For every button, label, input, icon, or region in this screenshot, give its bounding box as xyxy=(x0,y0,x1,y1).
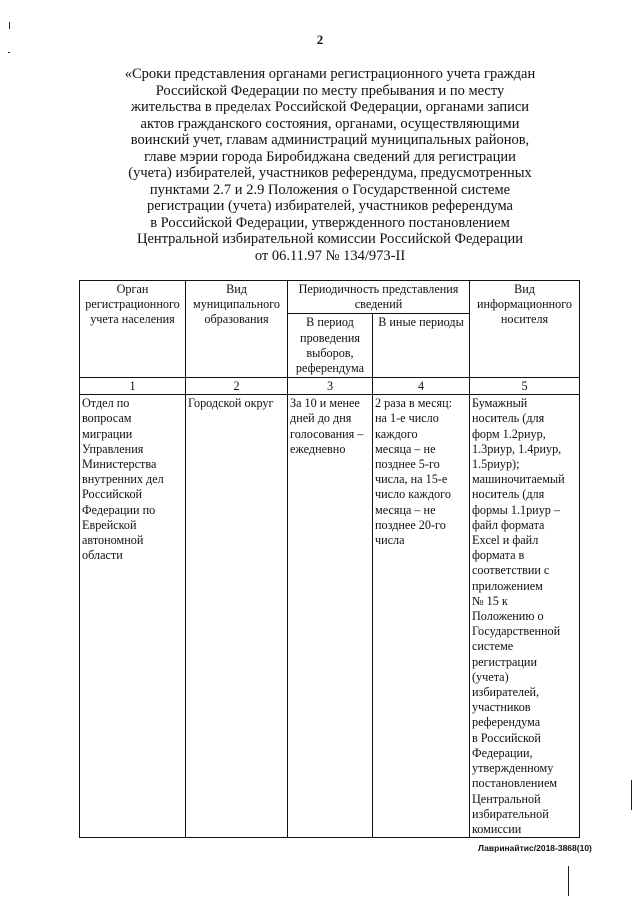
document-title xyxy=(100,66,560,264)
title-line: Центральной избирательной комиссии Российской Федерации xyxy=(137,231,523,247)
cell-line: формы 1.1риур – xyxy=(472,502,561,517)
title-line: воинский учет, главам администраций муниципальных районов, xyxy=(130,132,530,148)
cell-line: референдума xyxy=(472,715,541,730)
cell-line: № 15 к xyxy=(472,593,508,608)
cell-line: (учета) xyxy=(472,669,509,684)
cell-line: позднее 20-го xyxy=(375,517,446,532)
cell-line: утвержденному xyxy=(472,761,554,776)
cell-line: Орган xyxy=(116,282,149,296)
cell-line: 2 раза в месяц: xyxy=(375,396,453,411)
cell-line: дней до дня xyxy=(290,411,352,426)
column-number-row xyxy=(80,378,580,395)
cell-line: участников xyxy=(472,700,531,715)
cell-municipality-type xyxy=(186,395,288,838)
cell-line: избирателей, xyxy=(472,685,540,700)
cell-line: Положению о xyxy=(472,609,544,624)
schedule-table xyxy=(79,280,580,838)
cell-line: приложением xyxy=(472,578,543,593)
scan-mark xyxy=(568,866,569,896)
header-municipality-type xyxy=(186,281,288,378)
cell-line: Управления xyxy=(82,441,144,456)
page-number: 2 xyxy=(316,32,324,47)
cell-line: учета населения xyxy=(90,312,175,327)
cell-line: Центральной xyxy=(472,791,541,806)
column-number: 4 xyxy=(373,378,470,395)
title-line: главе мэрии города Биробиджана сведений для регистрации xyxy=(144,148,516,165)
cell-line: голосования – xyxy=(290,426,364,441)
cell-line: избирательной xyxy=(472,806,549,821)
cell-line: Министерства xyxy=(82,457,157,472)
cell-line: Федерации по xyxy=(82,502,156,517)
title-line: (учета) избирателей, участников референдума, предусмотренных xyxy=(128,165,532,181)
column-number: 1 xyxy=(80,378,186,395)
cell-line: в Российской xyxy=(472,730,541,745)
cell-line: Бумажный xyxy=(472,396,528,411)
title-line: Российской Федерации по месту пребывания и по месту xyxy=(155,82,505,99)
cell-other-periods xyxy=(373,395,470,838)
cell-line: числа, на 15-е xyxy=(375,472,448,487)
column-number: 5 xyxy=(470,378,580,395)
cell-line: области xyxy=(82,548,123,563)
cell-line: внутренних дел xyxy=(82,472,164,487)
cell-line: месяца – не xyxy=(375,441,436,456)
cell-line: образования xyxy=(204,312,269,327)
header-registration-body xyxy=(80,281,186,378)
cell-line: носитель (для xyxy=(472,487,545,502)
cell-line: референдума xyxy=(295,361,365,376)
cell-line: комиссии xyxy=(472,821,522,836)
title-line: «Сроки представления органами регистрационного учета граждан xyxy=(124,66,536,82)
cell-line: Вид xyxy=(226,282,247,296)
cell-line: В иные периоды xyxy=(378,315,464,330)
cell-line: числа xyxy=(375,533,405,548)
cell-line: формата в xyxy=(472,548,525,563)
cell-line: Excel и файл xyxy=(472,533,539,548)
cell-line: каждого xyxy=(375,426,418,441)
cell-line: муниципального xyxy=(193,297,280,312)
cell-line: автономной xyxy=(82,533,144,548)
cell-line: системе xyxy=(472,639,514,654)
title-line: жительства в пределах Российской Федерации, органами записи xyxy=(130,99,530,115)
cell-line: В период xyxy=(306,315,354,330)
title-line: актов гражданского состояния, органами, осуществляющими xyxy=(140,115,520,132)
header-media-type xyxy=(470,281,580,378)
cell-line: Государственной xyxy=(472,624,561,639)
table-row xyxy=(80,395,580,838)
cell-line: информационного xyxy=(476,297,573,312)
cell-line: проведения xyxy=(300,330,360,345)
cell-line: Российской xyxy=(82,487,143,502)
scan-mark xyxy=(9,22,10,29)
cell-line: Периодичность представления xyxy=(298,282,459,296)
cell-line: месяца – не xyxy=(375,502,436,517)
cell-line: миграции xyxy=(82,426,133,441)
cell-line: 1.3риур, 1.4риур, xyxy=(472,441,562,456)
title-line: регистрации (учета) избирателей, участников референдума xyxy=(147,198,513,214)
header-other-periods xyxy=(373,314,470,378)
cell-registration-body xyxy=(80,395,186,838)
cell-line: 1.5риур); xyxy=(472,457,520,472)
cell-line: Еврейской xyxy=(82,517,137,532)
cell-line: форм 1.2риур, xyxy=(472,426,546,441)
cell-line: носитель (для xyxy=(472,411,545,426)
cell-line: сведений xyxy=(354,297,403,312)
cell-line: Городской округ xyxy=(188,396,274,411)
cell-line: регистрации xyxy=(472,654,537,669)
cell-line: число каждого xyxy=(375,487,451,502)
scan-mark xyxy=(8,52,10,53)
cell-line: За 10 и менее xyxy=(290,396,360,411)
cell-line: Отдел по xyxy=(82,396,130,411)
column-number: 2 xyxy=(186,378,288,395)
title-line: от 06.11.97 № 134/973-II xyxy=(254,247,406,264)
cell-line: выборов, xyxy=(306,345,354,360)
title-line: пунктами 2.7 и 2.9 Положения о Государственной системе xyxy=(149,181,511,198)
cell-line: носителя xyxy=(500,312,549,327)
cell-line: файл формата xyxy=(472,517,545,532)
cell-line: машиночитаемый xyxy=(472,472,565,487)
cell-line: позднее 5-го xyxy=(375,457,440,472)
cell-line: на 1-е число xyxy=(375,411,439,426)
cell-line: ежедневно xyxy=(290,441,346,456)
scan-mark xyxy=(631,780,632,810)
cell-line: Федерации, xyxy=(472,745,533,760)
cell-media-type xyxy=(470,395,580,838)
header-election-period xyxy=(288,314,373,378)
cell-line: соответствии с xyxy=(472,563,550,578)
cell-line: регистрационного xyxy=(85,297,180,312)
cell-election-period xyxy=(288,395,373,838)
column-number: 3 xyxy=(288,378,373,395)
header-periodicity xyxy=(288,281,470,314)
cell-line: Вид xyxy=(514,282,535,296)
document-reference: Лавринайтис/2018-3868(10) xyxy=(478,843,592,853)
title-line: в Российской Федерации, утвержденного постановлением xyxy=(150,214,510,231)
cell-line: постановлением xyxy=(472,776,558,791)
cell-line: вопросам xyxy=(82,411,132,426)
